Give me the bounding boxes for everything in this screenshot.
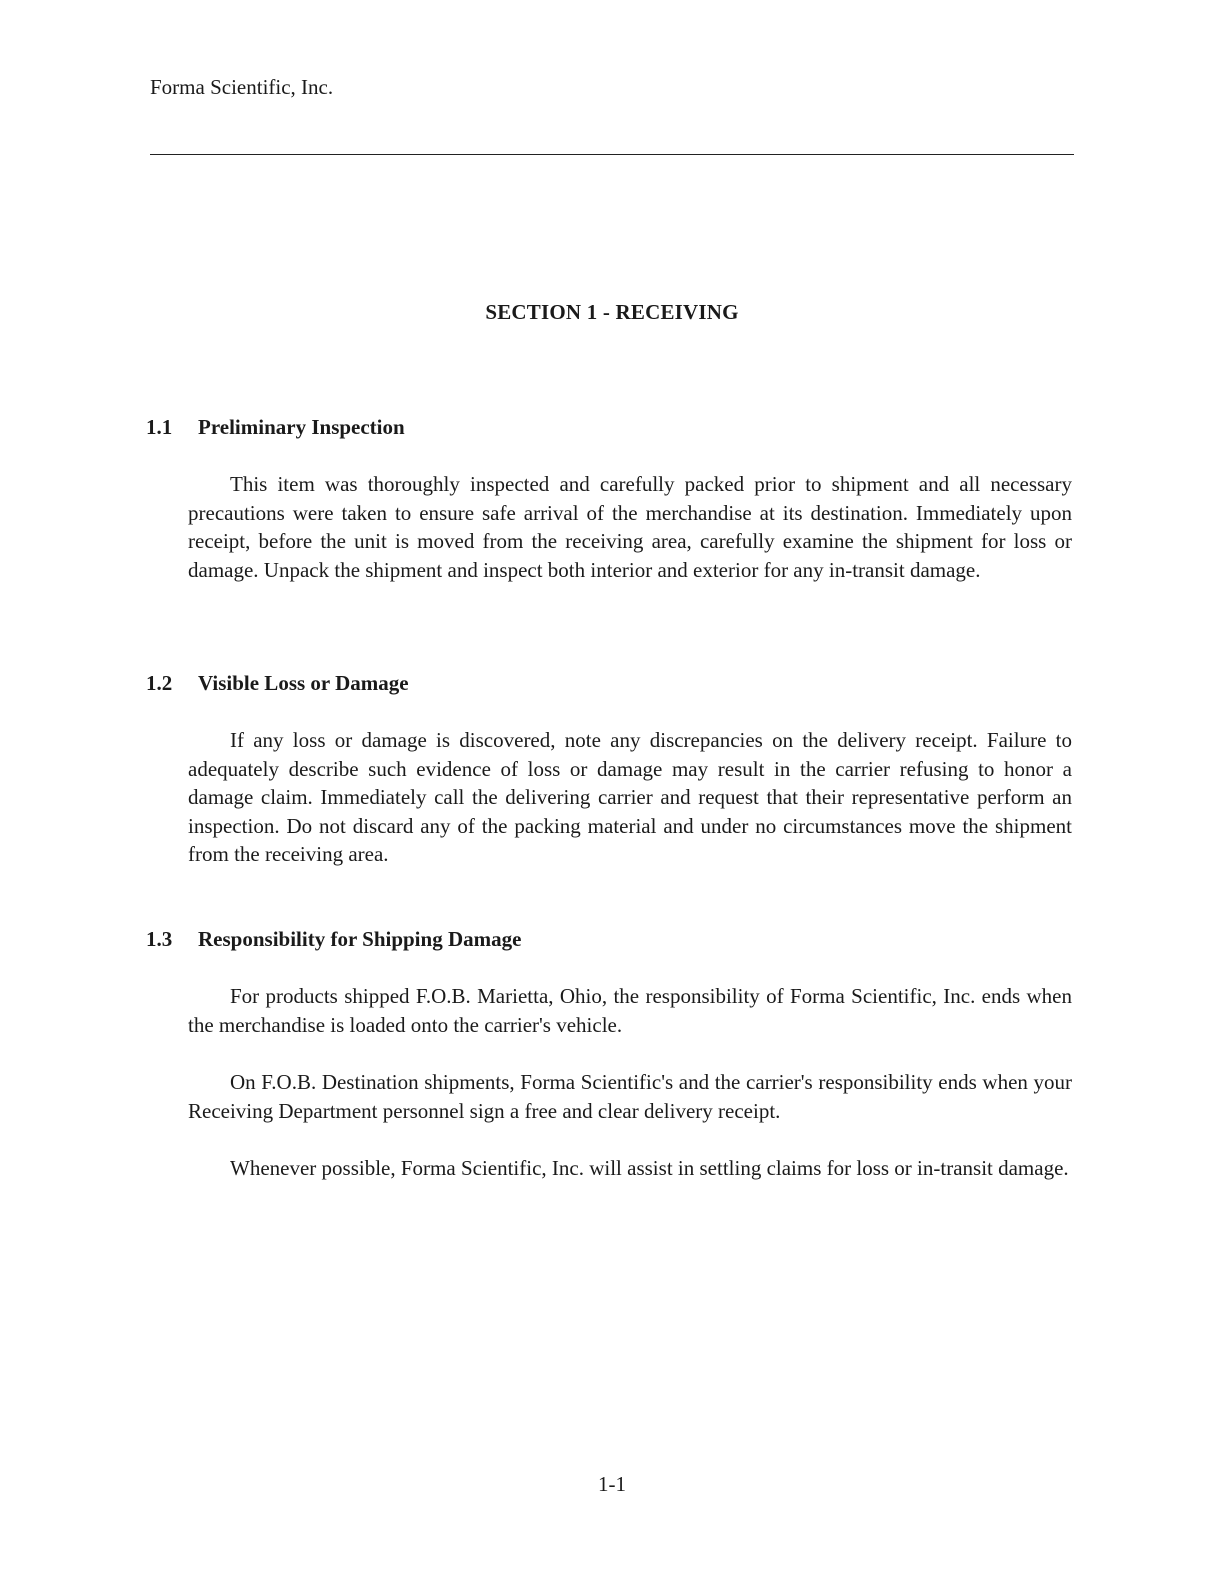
company-header: Forma Scientific, Inc. (150, 75, 334, 99)
subsection-title: Preliminary Inspection (198, 415, 405, 439)
page-number: 1-1 (598, 1472, 626, 1496)
paragraph-1-3-a: For products shipped F.O.B. Marietta, Ohio, the responsibility of Forma Scientific, Inc. ends when the merchandise is loaded onto the carrier's vehicle. (188, 984, 1072, 1037)
paragraph-1-2-a: If any loss or damage is discovered, note any discrepancies on the delivery receipt. Failure to adequately describe such evidence of loss or damage may result in the carrier refusing to honor a damage claim. Immediately call the delivering carrier and request that their representative perform an inspection. Do not discard any of the packing material and under no circumstances move the shipment from the receiving area. (188, 728, 1072, 867)
subsection-heading-1-2 (146, 670, 409, 696)
section-title: SECTION 1 - RECEIVING (485, 300, 739, 324)
subsection-number: 1.3 (146, 927, 173, 951)
subsection-heading-1-3 (146, 926, 521, 952)
subsection-number: 1.1 (146, 415, 173, 439)
paragraph-1-3-c: Whenever possible, Forma Scientific, Inc. will assist in settling claims for loss or in-transit damage. (230, 1156, 1069, 1180)
subsection-title: Responsibility for Shipping Damage (198, 927, 522, 951)
paragraph-1-3-b: On F.O.B. Destination shipments, Forma Scientific's and the carrier's responsibility ends when your Receiving Department personnel sign a free and clear delivery receipt. (188, 1070, 1072, 1123)
subsection-title: Visible Loss or Damage (198, 671, 409, 695)
subsection-number: 1.2 (146, 671, 173, 695)
paragraph-1-1-a: This item was thoroughly inspected and carefully packed prior to shipment and all necessary precautions were taken to ensure safe arrival of the merchandise at its destination. Immediately upon receipt, before the unit is moved from the receiving area, carefully examine the shipment for loss or damage. Unpack the shipment and inspect both interior and exterior for any in-transit damage. (188, 472, 1072, 582)
header-rule (150, 154, 1074, 155)
subsection-heading-1-1 (146, 414, 405, 440)
